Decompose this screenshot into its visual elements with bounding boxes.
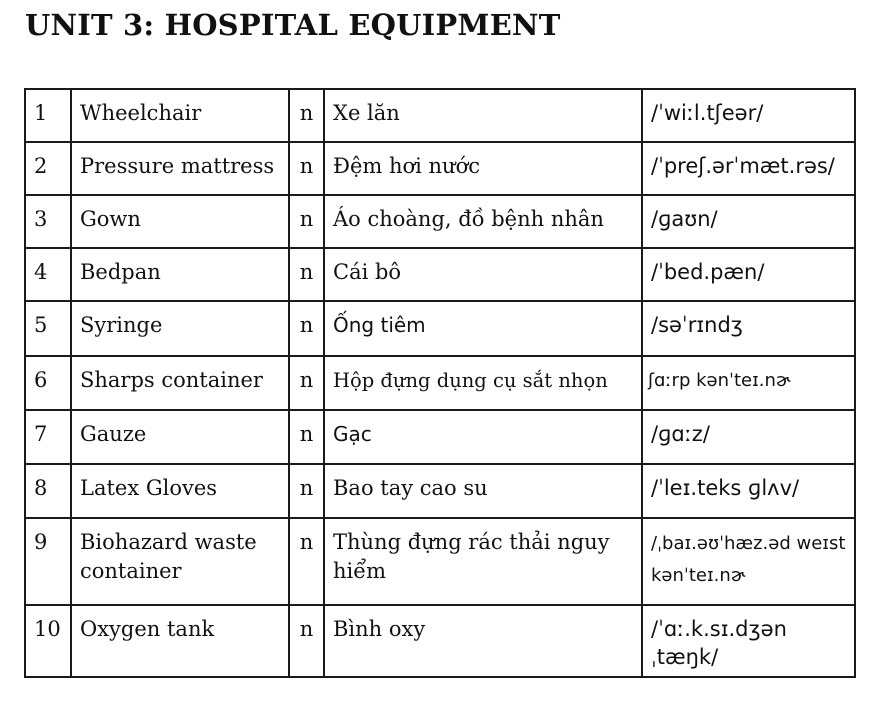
pronunciation: /ˈleɪ.teks ɡlʌv/ <box>642 464 855 518</box>
part-of-speech: n <box>289 301 324 356</box>
pronunciation: /ɡaʊn/ <box>642 195 855 248</box>
part-of-speech: n <box>289 195 324 248</box>
vietnamese-meaning: Thùng đựng rác thải nguy hiểm <box>324 518 642 605</box>
row-number: 2 <box>25 142 71 195</box>
vietnamese-meaning: Bao tay cao su <box>324 464 642 518</box>
row-number: 10 <box>25 605 71 677</box>
vietnamese-meaning-text: Ống tiêm <box>333 313 426 337</box>
vietnamese-meaning <box>324 301 642 356</box>
vocabulary-table <box>24 88 856 678</box>
vietnamese-meaning <box>324 410 642 464</box>
pronunciation: /ɡɑːz/ <box>642 410 855 464</box>
pronunciation: /səˈrɪndʒ <box>642 301 855 356</box>
row-number: 7 <box>25 410 71 464</box>
part-of-speech: n <box>289 89 324 142</box>
english-term: Syringe <box>71 301 289 356</box>
vietnamese-meaning: Áo choàng, đồ bệnh nhân <box>324 195 642 248</box>
part-of-speech: n <box>289 142 324 195</box>
pronunciation: /ˈwiːl.tʃeər/ <box>642 89 855 142</box>
english-term: Latex Gloves <box>71 464 289 518</box>
table-row <box>25 356 855 410</box>
english-term: Oxygen tank <box>71 605 289 677</box>
vietnamese-meaning: Cái bô <box>324 248 642 301</box>
row-number: 4 <box>25 248 71 301</box>
part-of-speech: n <box>289 248 324 301</box>
table-row <box>25 410 855 464</box>
pronunciation: /ˈpreʃ.ərˈmæt.rəs/ <box>642 142 855 195</box>
english-term: Biohazard waste container <box>71 518 289 605</box>
row-number: 8 <box>25 464 71 518</box>
pronunciation: /ˈbed.pæn/ <box>642 248 855 301</box>
part-of-speech: n <box>289 464 324 518</box>
part-of-speech: n <box>289 605 324 677</box>
table-row <box>25 518 855 605</box>
english-term: Pressure mattress <box>71 142 289 195</box>
table-row <box>25 89 855 142</box>
part-of-speech: n <box>289 410 324 464</box>
vietnamese-meaning: Hộp đựng dụng cụ sắt nhọn <box>324 356 642 410</box>
table-row <box>25 142 855 195</box>
vietnamese-meaning: Đệm hơi nước <box>324 142 642 195</box>
table-row <box>25 195 855 248</box>
page-title: UNIT 3: HOSPITAL EQUIPMENT <box>25 8 561 42</box>
english-term: Gauze <box>71 410 289 464</box>
english-term: Sharps container <box>71 356 289 410</box>
table-row <box>25 605 855 677</box>
row-number: 5 <box>25 301 71 356</box>
table-row <box>25 301 855 356</box>
pronunciation: /ˌbaɪ.əʊˈhæz.əd weɪst kənˈteɪ.nɚ <box>642 518 855 605</box>
part-of-speech: n <box>289 518 324 605</box>
row-number: 6 <box>25 356 71 410</box>
english-term: Gown <box>71 195 289 248</box>
vietnamese-meaning: Xe lăn <box>324 89 642 142</box>
vietnamese-meaning-text: Gạc <box>333 422 372 446</box>
table-row <box>25 248 855 301</box>
pronunciation: ʃɑːrp kənˈteɪ.nɚ <box>642 356 855 410</box>
pronunciation: /ˈɑː.k.sɪ.dʒən ˌtæŋk/ <box>642 605 855 677</box>
table-row <box>25 464 855 518</box>
row-number: 1 <box>25 89 71 142</box>
part-of-speech: n <box>289 356 324 410</box>
row-number: 9 <box>25 518 71 605</box>
vietnamese-meaning: Bình oxy <box>324 605 642 677</box>
row-number: 3 <box>25 195 71 248</box>
english-term: Bedpan <box>71 248 289 301</box>
english-term: Wheelchair <box>71 89 289 142</box>
